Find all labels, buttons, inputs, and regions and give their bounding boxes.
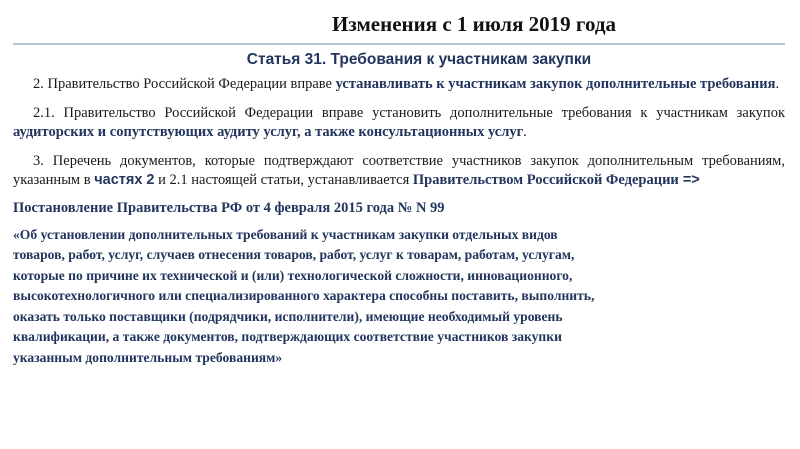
paragraph-2-highlight: устанавливать к участникам закупок дополнительные требования xyxy=(335,76,776,92)
arrow-icon: => xyxy=(678,172,700,188)
paragraph-2-text: 2. Правительство Российской Федерации вправе xyxy=(33,76,336,92)
decree-quote-line: которые по причине их технической и (или) технологической сложности, инновационного, xyxy=(13,267,573,283)
paragraph-3-middle: и 2.1 настоящей статьи, устанавливается xyxy=(154,172,413,188)
parts-2-link[interactable]: частях 2 xyxy=(94,172,155,188)
paragraph-2-1 xyxy=(13,104,785,143)
paragraph-3-text: 3. Перечень документов, которые подтверждают соответствие участников закупок дополнительным требованиям, указанным в xyxy=(13,152,785,188)
paragraph-2 xyxy=(13,75,785,95)
article-title: Статья 31. Требования к участникам закупки xyxy=(246,51,592,68)
slide-title: Изменения с 1 июля 2019 года xyxy=(332,12,616,36)
paragraph-3 xyxy=(13,152,785,191)
decree-quote-line: указанным дополнительным требованиям» xyxy=(13,349,283,365)
decree-title: Постановление Правительства РФ от 4 февраля 2015 года № N 99 xyxy=(13,199,445,216)
decree-quote-line: товаров, работ, услуг, случаев отнесения товаров, работ, услуг к товарам, работам, услугам, xyxy=(13,247,575,262)
decree-quote-line: высокотехнологичного или специализированного характера способны поставить, выполнить, xyxy=(13,288,595,303)
decree-quote-line: «Об установлении дополнительных требований к участникам закупки отдельных видов xyxy=(13,226,558,242)
paragraph-2-1-text: 2.1. Правительство Российской Федерации вправе установить дополнительные требования к участникам закупок xyxy=(33,104,785,121)
decree-quote-line: оказать только поставщики (подрядчики, исполнители), имеющие необходимый уровень xyxy=(13,308,563,324)
decree-quote-line: квалификации, а также документов, подтверждающих соответствие участников закупки xyxy=(13,329,562,344)
paragraph-3-highlight: Правительством Российской Федерации xyxy=(412,172,679,188)
decree-quote xyxy=(13,225,785,369)
paragraph-2-suffix: . xyxy=(775,76,780,92)
paragraph-2-1-highlight: аудиторских и сопутствующих аудиту услуг, а также консультационных услуг xyxy=(13,124,524,140)
slide-content xyxy=(13,43,785,368)
paragraph-2-1-suffix: . xyxy=(523,124,527,140)
